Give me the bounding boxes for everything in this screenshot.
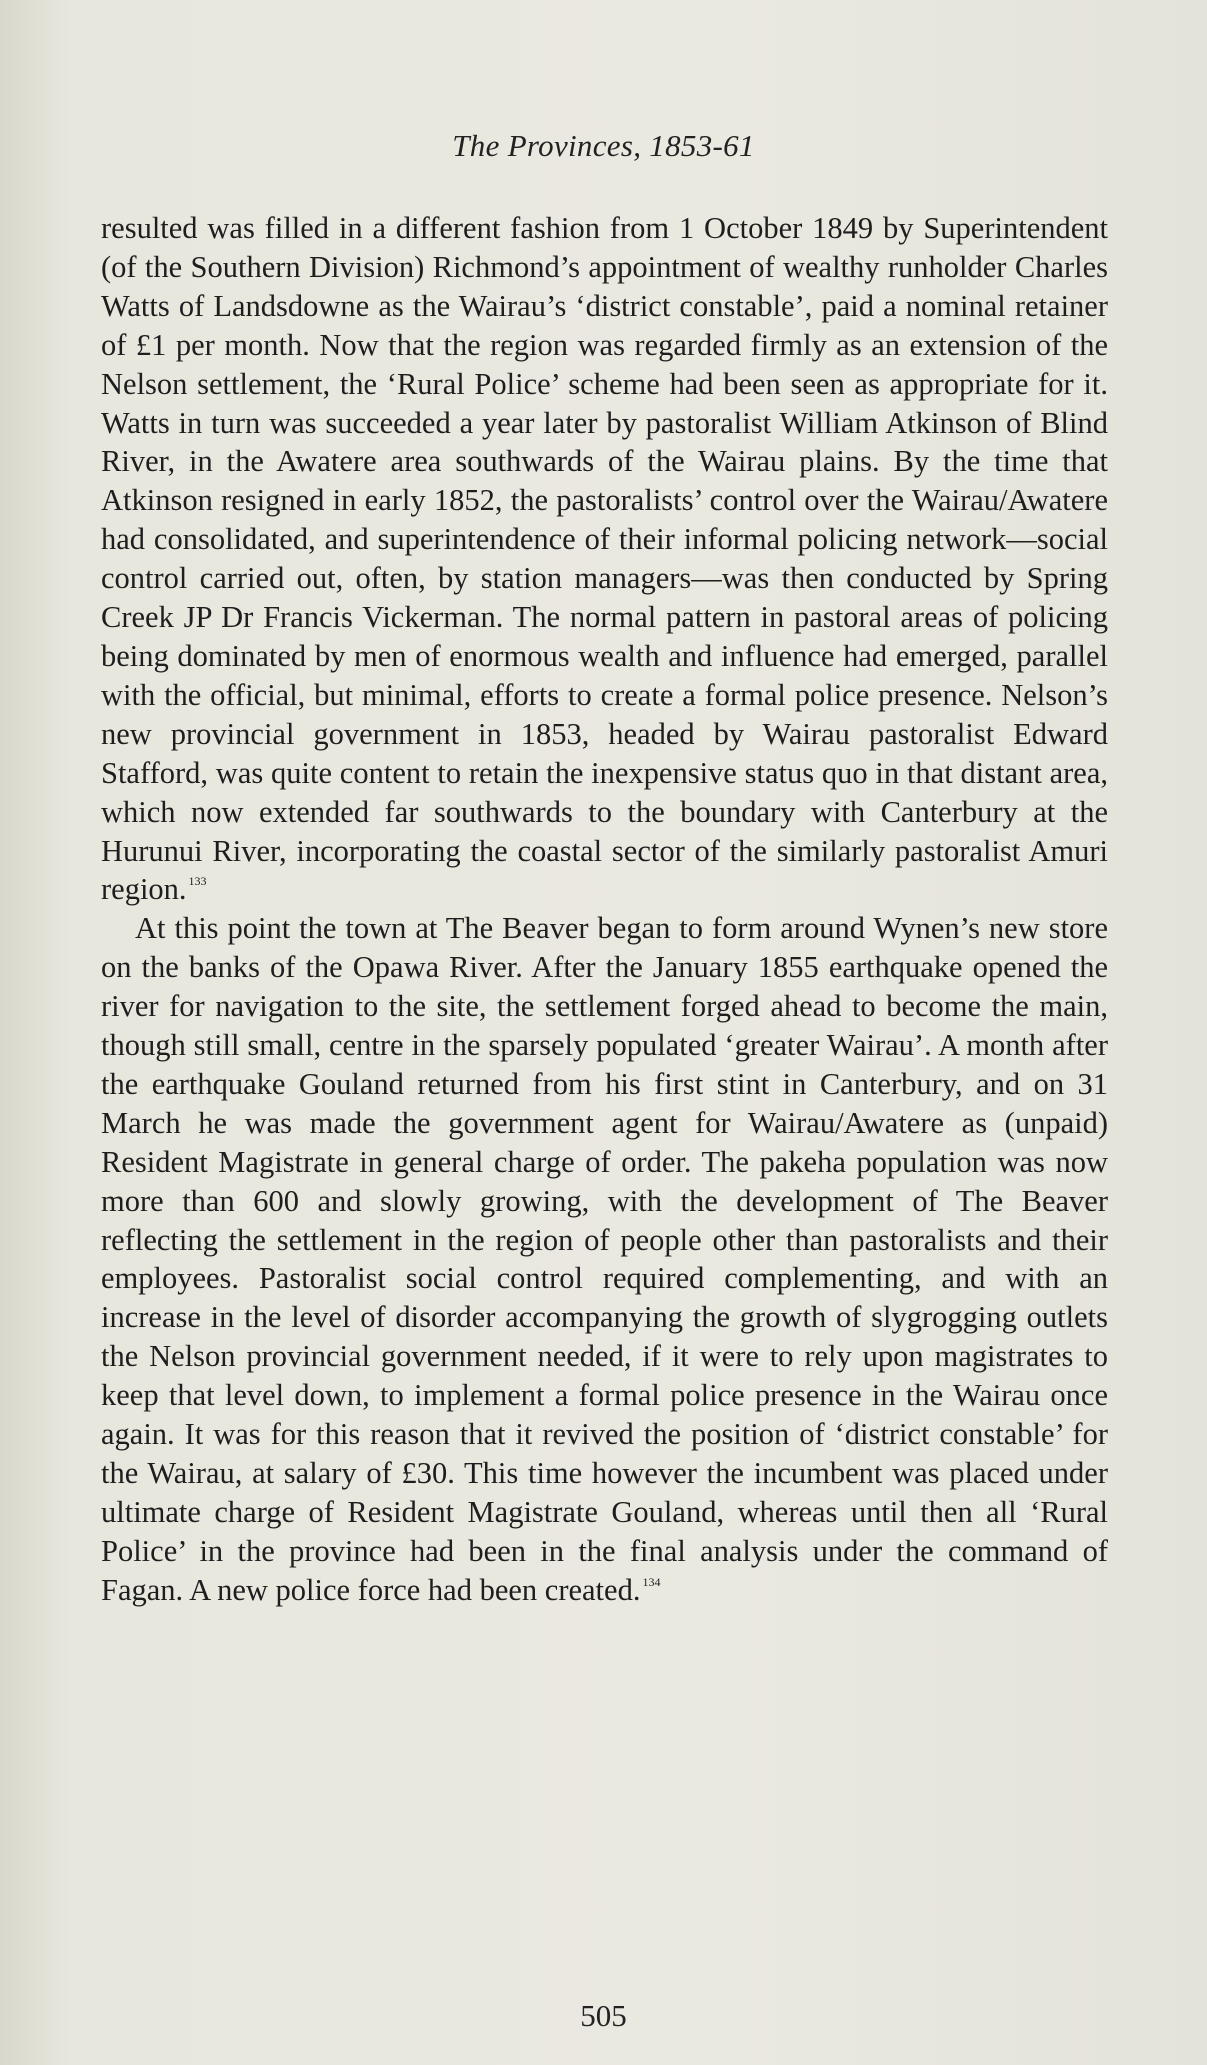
footnote-ref-133: 133 xyxy=(188,874,207,889)
paragraph-1-text: resulted was filled in a different fashion from 1 October 1849 by Superintendent (of the Southern Division) Richmond’s appointment of wealthy runholder Charles Watts of Landsdowne as the Wairau’s ‘district constable’, paid a nominal retainer of £1 per month. Now that the region was regarded firmly as an extension of the Nelson settlement, the ‘Rural Police’ scheme had been seen as appropriate for it. Watts in turn was succeeded a year later by pastoralist William Atkinson of Blind River, in the Awatere area southwards of the Wairau plains. By the time that Atkinson resigned in early 1852, the pastoralists’ control over the Wairau/​Awatere had consolidated, and superintendence of their informal policing network—social control carried out, often, by station managers—was then conducted by Spring Creek JP Dr Francis Vickerman. The normal pattern in pastoral areas of policing being dominated by men of enormous wealth and influence had emerged, parallel with the official, but minimal, efforts to create a formal police presence. Nelson’s new provincial government in 1853, headed by Wairau pastoralist Edward Stafford, was quite content to retain the inexpensive status quo in that distant area, which now extended far southwards to the boundary with Canterbury at the Hurunui River, incorporating the coastal sector of the similarly pastoralist Amuri region. xyxy=(101,211,1108,907)
paragraph-1 xyxy=(101,209,1108,909)
paragraph-2-text: At this point the town at The Beaver began to form around Wynen’s new store on the banks of the Opawa River. After the January 1855 earthquake opened the river for navigation to the site, the settlement forged ahead to become the main, though still small, centre in the sparsely populated ‘greater Wairau’. A month after the earthquake Gouland returned from his first stint in Canterbury, and on 31 March he was made the government agent for Wairau/Awatere as (unpaid) Resident Magistrate in general charge of order. The pakeha population was now more than 600 and slowly growing, with the development of The Beaver reflecting the settlement in the region of people other than pastoralists and their employees. Pastoralist social control required complementing, and with an increase in the level of disorder accompanying the growth of slygrogging outlets the Nelson provincial government needed, if it were to rely upon magistrates to keep that level down, to implement a formal police presence in the Wairau once again. It was for this reason that it revived the position of ‘district constable’ for the Wairau, at salary of £30. This time however the incumbent was placed under ultimate charge of Resident Magistrate Gouland, whereas until then all ‘Rural Police’ in the province had been in the final analysis under the command of Fagan. A new police force had been created. xyxy=(101,911,1108,1607)
running-head: The Provinces, 1853-61 xyxy=(452,128,755,163)
body-text xyxy=(101,209,1108,1610)
page-number: 505 xyxy=(580,1998,627,2033)
footnote-ref-134: 134 xyxy=(642,1574,661,1589)
paragraph-2 xyxy=(101,909,1108,1609)
